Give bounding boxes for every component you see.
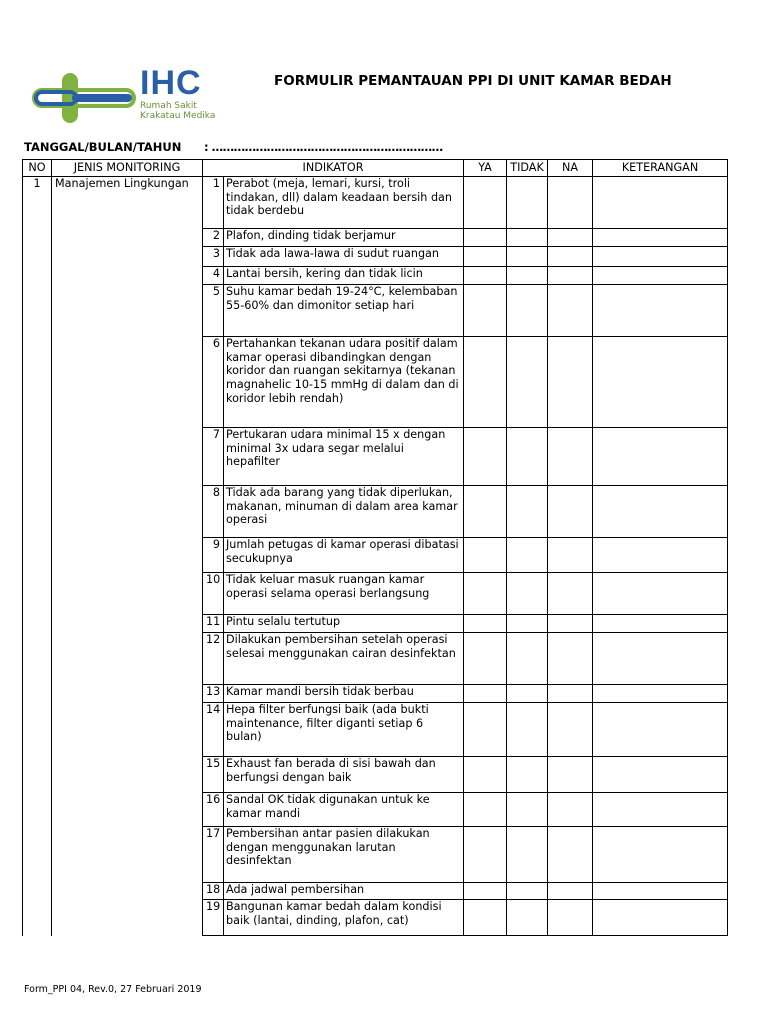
ya-cell[interactable] xyxy=(464,615,507,633)
indikator-text: Bangunan kamar bedah dalam kondisi baik (lantai, dinding, plafon, cat) xyxy=(224,900,464,936)
indikator-number: 16 xyxy=(203,793,224,827)
indikator-number: 8 xyxy=(203,486,224,538)
keterangan-cell[interactable] xyxy=(593,827,728,883)
na-cell[interactable] xyxy=(548,285,593,337)
tidak-cell[interactable] xyxy=(507,900,548,936)
keterangan-cell[interactable] xyxy=(593,247,728,267)
na-cell[interactable] xyxy=(548,538,593,573)
indikator-number: 7 xyxy=(203,428,224,486)
na-cell[interactable] xyxy=(548,247,593,267)
keterangan-cell[interactable] xyxy=(593,573,728,615)
indikator-number: 14 xyxy=(203,703,224,757)
indikator-text: Pembersihan antar pasien dilakukan dengan menggunakan larutan desinfektan xyxy=(224,827,464,883)
indikator-text: Dilakukan pembersihan setelah operasi selesai menggunakan cairan desinfektan xyxy=(224,633,464,685)
logo-subtitle-2: Krakatau Medika xyxy=(140,111,216,121)
indikator-number: 12 xyxy=(203,633,224,685)
keterangan-cell[interactable] xyxy=(593,883,728,900)
ya-cell[interactable] xyxy=(464,900,507,936)
ya-cell[interactable] xyxy=(464,793,507,827)
na-cell[interactable] xyxy=(548,428,593,486)
indikator-number: 3 xyxy=(203,247,224,267)
indikator-text: Jumlah petugas di kamar operasi dibatasi secukupnya xyxy=(224,538,464,573)
col-header-tidak: TIDAK xyxy=(507,160,548,177)
ya-cell[interactable] xyxy=(464,229,507,247)
tidak-cell[interactable] xyxy=(507,337,548,428)
keterangan-cell[interactable] xyxy=(593,633,728,685)
na-cell[interactable] xyxy=(548,633,593,685)
jenis-monitoring: Manajemen Lingkungan xyxy=(52,177,203,936)
col-header-keterangan: KETERANGAN xyxy=(593,160,728,177)
keterangan-cell[interactable] xyxy=(593,685,728,703)
tidak-cell[interactable] xyxy=(507,883,548,900)
na-cell[interactable] xyxy=(548,827,593,883)
keterangan-cell[interactable] xyxy=(593,900,728,936)
tidak-cell[interactable] xyxy=(507,685,548,703)
keterangan-cell[interactable] xyxy=(593,757,728,793)
tidak-cell[interactable] xyxy=(507,538,548,573)
date-label: TANGGAL/BULAN/TAHUN xyxy=(24,140,182,154)
tidak-cell[interactable] xyxy=(507,615,548,633)
cross-logo-icon xyxy=(32,70,136,126)
monitoring-table xyxy=(22,159,728,936)
indikator-text: Perabot (meja, lemari, kursi, troli tindakan, dll) dalam keadaan bersih dan tidak berdebu xyxy=(224,177,464,229)
form-footer: Form_PPI 04, Rev.0, 27 Februari 2019 xyxy=(24,984,202,995)
na-cell[interactable] xyxy=(548,703,593,757)
logo-text: IHC xyxy=(140,64,202,102)
indikator-text: Pintu selalu tertutup xyxy=(224,615,464,633)
indikator-number: 6 xyxy=(203,337,224,428)
keterangan-cell[interactable] xyxy=(593,428,728,486)
keterangan-cell[interactable] xyxy=(593,177,728,229)
ya-cell[interactable] xyxy=(464,486,507,538)
na-cell[interactable] xyxy=(548,573,593,615)
keterangan-cell[interactable] xyxy=(593,267,728,285)
col-header-na: NA xyxy=(548,160,593,177)
indikator-text: Kamar mandi bersih tidak berbau xyxy=(224,685,464,703)
na-cell[interactable] xyxy=(548,486,593,538)
tidak-cell[interactable] xyxy=(507,486,548,538)
ya-cell[interactable] xyxy=(464,538,507,573)
indikator-number: 9 xyxy=(203,538,224,573)
ya-cell[interactable] xyxy=(464,573,507,615)
tidak-cell[interactable] xyxy=(507,633,548,685)
na-cell[interactable] xyxy=(548,793,593,827)
row-no: 1 xyxy=(23,177,52,936)
ya-cell[interactable] xyxy=(464,428,507,486)
indikator-number: 19 xyxy=(203,900,224,936)
col-header-jenis: JENIS MONITORING xyxy=(52,160,203,177)
indikator-number: 13 xyxy=(203,685,224,703)
tidak-cell[interactable] xyxy=(507,285,548,337)
indikator-text: Sandal OK tidak digunakan untuk ke kamar mandi xyxy=(224,793,464,827)
form-title: FORMULIR PEMANTAUAN PPI DI UNIT KAMAR BEDAH xyxy=(274,73,672,89)
date-field[interactable]: : ……………………………………………………… xyxy=(204,140,443,154)
ya-cell[interactable] xyxy=(464,757,507,793)
indikator-number: 1 xyxy=(203,177,224,229)
na-cell[interactable] xyxy=(548,267,593,285)
indikator-number: 10 xyxy=(203,573,224,615)
na-cell[interactable] xyxy=(548,337,593,428)
keterangan-cell[interactable] xyxy=(593,486,728,538)
indikator-number: 15 xyxy=(203,757,224,793)
keterangan-cell[interactable] xyxy=(593,538,728,573)
indikator-text: Suhu kamar bedah 19-24°C, kelembaban 55-60% dan dimonitor setiap hari xyxy=(224,285,464,337)
indikator-number: 18 xyxy=(203,883,224,900)
na-cell[interactable] xyxy=(548,615,593,633)
na-cell[interactable] xyxy=(548,883,593,900)
tidak-cell[interactable] xyxy=(507,703,548,757)
table-row xyxy=(23,177,728,229)
na-cell[interactable] xyxy=(548,177,593,229)
indikator-number: 11 xyxy=(203,615,224,633)
indikator-number: 17 xyxy=(203,827,224,883)
tidak-cell[interactable] xyxy=(507,428,548,486)
tidak-cell[interactable] xyxy=(507,573,548,615)
col-header-ya: YA xyxy=(464,160,507,177)
indikator-text: Pertahankan tekanan udara positif dalam kamar operasi dibandingkan dengan koridor dan ruangan sekitarnya (tekanan magnahelic 10-15 mmHg di dalam dan di koridor lebih rendah) xyxy=(224,337,464,428)
tidak-cell[interactable] xyxy=(507,177,548,229)
na-cell[interactable] xyxy=(548,685,593,703)
ihc-logo xyxy=(32,64,232,126)
indikator-number: 4 xyxy=(203,267,224,285)
ya-cell[interactable] xyxy=(464,685,507,703)
indikator-text: Plafon, dinding tidak berjamur xyxy=(224,229,464,247)
keterangan-cell[interactable] xyxy=(593,337,728,428)
col-header-indikator: INDIKATOR xyxy=(203,160,464,177)
ya-cell[interactable] xyxy=(464,337,507,428)
ya-cell[interactable] xyxy=(464,883,507,900)
indikator-text: Pertukaran udara minimal 15 x dengan minimal 3x udara segar melalui hepafilter xyxy=(224,428,464,486)
keterangan-cell[interactable] xyxy=(593,229,728,247)
col-header-no: NO xyxy=(23,160,52,177)
indikator-number: 2 xyxy=(203,229,224,247)
tidak-cell[interactable] xyxy=(507,267,548,285)
table-header-row xyxy=(23,160,728,177)
ya-cell[interactable] xyxy=(464,267,507,285)
indikator-text: Tidak keluar masuk ruangan kamar operasi selama operasi berlangsung xyxy=(224,573,464,615)
indikator-text: Hepa filter berfungsi baik (ada bukti maintenance, filter diganti setiap 6 bulan) xyxy=(224,703,464,757)
tidak-cell[interactable] xyxy=(507,757,548,793)
indikator-text: Exhaust fan berada di sisi bawah dan berfungsi dengan baik xyxy=(224,757,464,793)
keterangan-cell[interactable] xyxy=(593,703,728,757)
indikator-text: Tidak ada barang yang tidak diperlukan, makanan, minuman di dalam area kamar operasi xyxy=(224,486,464,538)
indikator-text: Lantai bersih, kering dan tidak licin xyxy=(224,267,464,285)
tidak-cell[interactable] xyxy=(507,229,548,247)
ya-cell[interactable] xyxy=(464,247,507,267)
keterangan-cell[interactable] xyxy=(593,285,728,337)
tidak-cell[interactable] xyxy=(507,793,548,827)
indikator-number: 5 xyxy=(203,285,224,337)
na-cell[interactable] xyxy=(548,900,593,936)
logo-subtitle-1: Rumah Sakit xyxy=(140,101,197,111)
ya-cell[interactable] xyxy=(464,703,507,757)
indikator-text: Ada jadwal pembersihan xyxy=(224,883,464,900)
indikator-text: Tidak ada lawa-lawa di sudut ruangan xyxy=(224,247,464,267)
tidak-cell[interactable] xyxy=(507,247,548,267)
keterangan-cell[interactable] xyxy=(593,793,728,827)
ya-cell[interactable] xyxy=(464,177,507,229)
ya-cell[interactable] xyxy=(464,633,507,685)
tidak-cell[interactable] xyxy=(507,827,548,883)
keterangan-cell[interactable] xyxy=(593,615,728,633)
ya-cell[interactable] xyxy=(464,827,507,883)
na-cell[interactable] xyxy=(548,229,593,247)
na-cell[interactable] xyxy=(548,757,593,793)
ya-cell[interactable] xyxy=(464,285,507,337)
